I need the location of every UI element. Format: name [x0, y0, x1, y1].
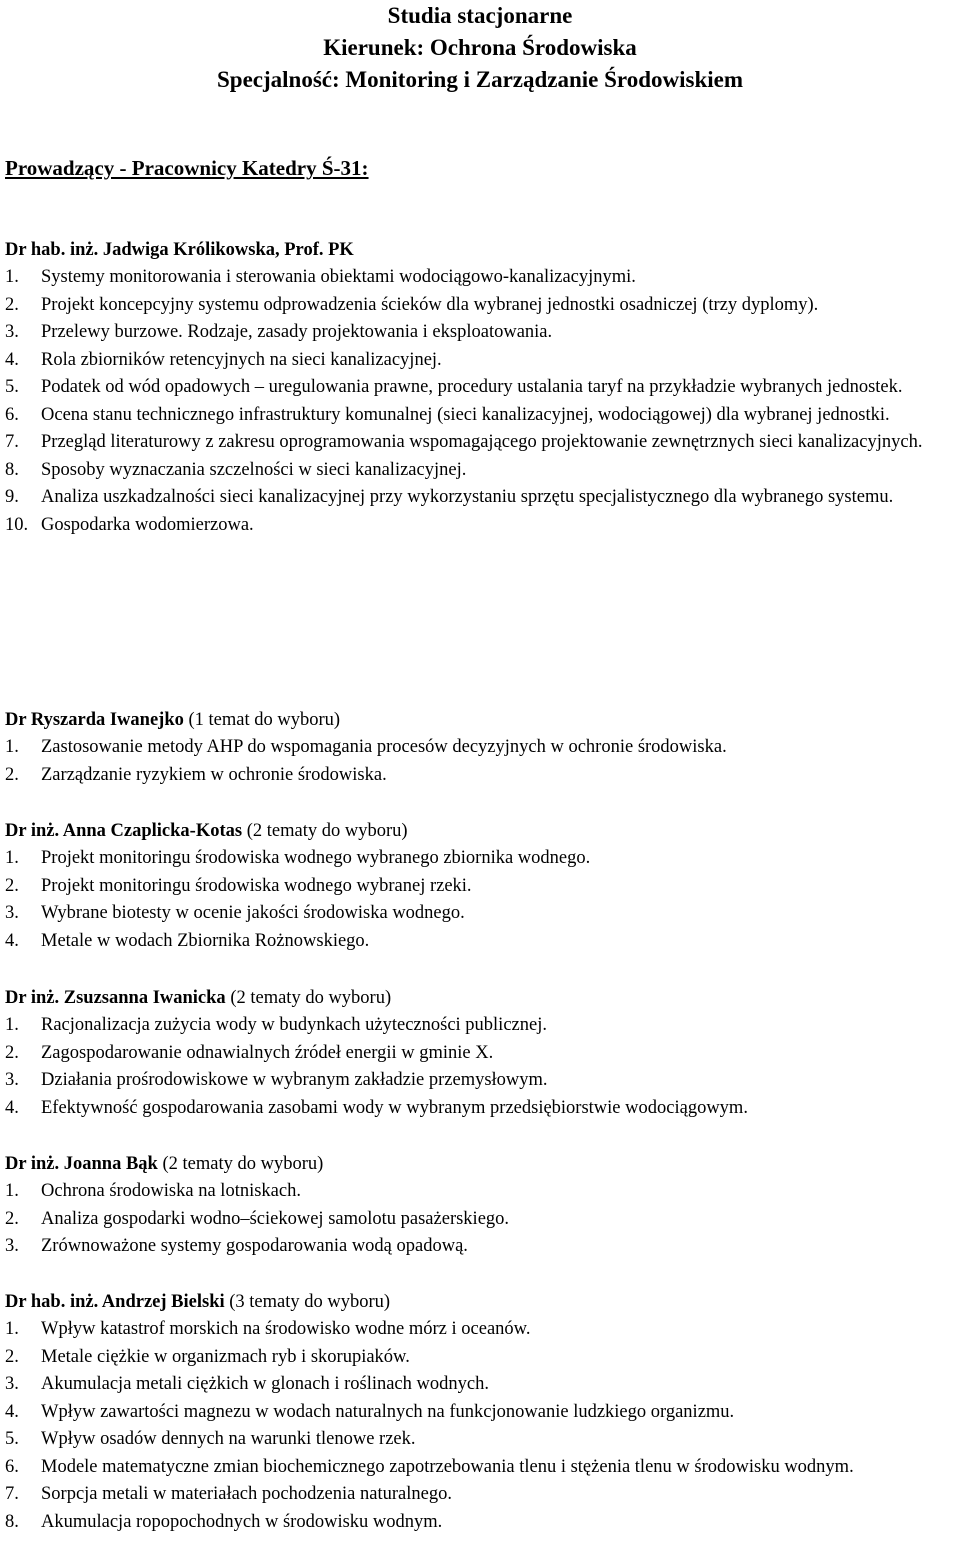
- topic-item: [5, 1454, 960, 1482]
- supervisor-name: [5, 1150, 960, 1178]
- topic-item: [5, 484, 960, 512]
- topic-number: 2.: [5, 764, 19, 785]
- topic-text: Sorpcja metali w materiałach pochodzenia naturalnego.: [41, 1484, 452, 1504]
- topic-number: 6.: [5, 1456, 19, 1477]
- topic-list: [5, 845, 960, 955]
- topic-item: [5, 1344, 960, 1372]
- topic-text: Projekt monitoringu środowiska wodnego wybranego zbiornika wodnego.: [41, 848, 591, 868]
- topic-item: [5, 734, 960, 762]
- topic-item: [5, 1316, 960, 1344]
- topic-number: 8.: [5, 459, 19, 480]
- topic-item: [5, 762, 960, 790]
- supervisor-name: [5, 236, 960, 264]
- topic-number: 1.: [5, 1319, 19, 1339]
- topic-item: [5, 1399, 960, 1427]
- topic-item: [5, 292, 960, 320]
- topic-item: [5, 1095, 960, 1123]
- topic-text: Projekt monitoringu środowiska wodnego wybranej rzeki.: [41, 875, 472, 896]
- topic-number: 3.: [5, 903, 19, 923]
- topic-text: Zrównoważone systemy gospodarowania wodą opadową.: [41, 1236, 468, 1256]
- topic-item: [5, 429, 960, 457]
- supervisor-name-bold: Dr inż. Zsuzsanna Iwanicka: [5, 988, 226, 1008]
- topic-text: Ochrona środowiska na lotniskach.: [41, 1181, 301, 1201]
- topic-item: [5, 1178, 960, 1206]
- topic-item: [5, 1371, 960, 1399]
- topic-number: 3.: [5, 322, 19, 342]
- topic-item: [5, 1233, 960, 1261]
- topic-item: [5, 457, 960, 485]
- topic-text: Przelewy burzowe. Rodzaje, zasady projektowania i eksploatowania.: [41, 322, 553, 342]
- topic-text: Akumulacja ropopochodnych w środowisku wodnym.: [41, 1511, 443, 1532]
- topic-text: Działania prośrodowiskowe w wybranym zakładzie przemysłowym.: [41, 1070, 548, 1090]
- topic-item: [5, 1481, 960, 1509]
- topic-number: 8.: [5, 1511, 19, 1532]
- topic-text: Metale w wodach Zbiornika Rożnowskiego.: [41, 930, 370, 951]
- supervisor-name: [5, 984, 960, 1012]
- topic-text: Analiza gospodarki wodno–ściekowej samolotu pasażerskiego.: [41, 1208, 510, 1229]
- supervisor-name: [5, 706, 960, 734]
- topic-text: Gospodarka wodomierzowa.: [41, 514, 254, 535]
- topic-number: 10.: [5, 514, 29, 535]
- supervisor-name: [5, 817, 960, 845]
- topic-number: 1.: [5, 737, 19, 757]
- topic-text: Rola zbiorników retencyjnych na sieci kanalizacyjnej.: [41, 349, 442, 370]
- topic-text: Wybrane biotesty w ocenie jakości środowiska wodnego.: [41, 903, 465, 923]
- topic-item: [5, 1509, 960, 1537]
- supervisor-name-bold: Dr inż. Anna Czaplicka-Kotas: [5, 821, 243, 841]
- topic-list: [5, 1012, 960, 1122]
- topic-number: 4.: [5, 930, 19, 951]
- topic-number: 7.: [5, 432, 19, 452]
- topic-item: [5, 512, 960, 540]
- specialization: Specjalność: Monitoring i Zarządzanie Środowiskiem: [216, 67, 743, 92]
- topic-number: 2.: [5, 1208, 19, 1229]
- supervisor-name-bold: Dr hab. inż. Jadwiga Królikowska, Prof. PK: [5, 240, 354, 260]
- topic-number: 5.: [5, 377, 19, 397]
- topic-item: [5, 402, 960, 430]
- topic-item: [5, 900, 960, 928]
- topic-text: Metale ciężkie w organizmach ryb i skorupiaków.: [41, 1346, 410, 1367]
- topic-item: [5, 1067, 960, 1095]
- topic-number: 5.: [5, 1429, 19, 1449]
- supervisors-heading: Prowadzący - Pracownicy Katedry Ś-31:: [5, 156, 369, 180]
- topic-item: [5, 1040, 960, 1068]
- topic-text: Zastosowanie metody AHP do wspomagania procesów decyzyjnych w ochronie środowiska.: [41, 737, 727, 757]
- topic-item: [5, 928, 960, 956]
- topic-text: Ocena stanu technicznego infrastruktury komunalnej (sieci kanalizacyjnej, wodociągowej) dla wybranej jednostki.: [41, 404, 890, 425]
- topic-number: 4.: [5, 1401, 19, 1422]
- topic-count-note: (2 tematy do wyboru): [225, 988, 392, 1008]
- supervisor-name-bold: Dr Ryszarda Iwanejko: [5, 710, 184, 730]
- topic-number: 7.: [5, 1484, 19, 1504]
- topic-list: [5, 264, 960, 539]
- topic-number: 4.: [5, 349, 19, 370]
- topic-count-note: (2 tematy do wyboru): [242, 821, 408, 841]
- topic-number: 3.: [5, 1374, 19, 1394]
- topic-number: 2.: [5, 294, 19, 315]
- supervisor-section: [5, 706, 960, 789]
- supervisor-section: [5, 1288, 960, 1536]
- topic-number: 6.: [5, 404, 19, 425]
- topic-text: Wpływ zawartości magnezu w wodach naturalnych na funkcjonowanie ludzkiego organizmu.: [41, 1401, 735, 1422]
- supervisor-section: [5, 817, 960, 955]
- topic-item: [5, 347, 960, 375]
- topic-number: 3.: [5, 1070, 19, 1090]
- topic-number: 9.: [5, 487, 19, 507]
- topic-list: [5, 734, 960, 789]
- topic-text: Projekt koncepcyjny systemu odprowadzenia ścieków dla wybranej jednostki osadniczej (trzy dyplomy).: [41, 294, 819, 315]
- topic-item: [5, 1206, 960, 1234]
- field-of-study: Kierunek: Ochrona Środowiska: [323, 35, 637, 60]
- topic-text: Analiza uszkadzalności sieci kanalizacyjnej przy wykorzystaniu sprzętu specjalistycznego dla wybranego systemu.: [41, 487, 894, 507]
- topic-text: Modele matematyczne zmian biochemicznego zapotrzebowania tlenu i stężenia tlenu w środowisku wodnym.: [41, 1456, 854, 1477]
- topic-item: [5, 374, 960, 402]
- supervisor-name-bold: Dr hab. inż. Andrzej Bielski: [5, 1292, 225, 1312]
- topic-item: [5, 319, 960, 347]
- supervisor-name-bold: Dr inż. Joanna Bąk: [5, 1154, 158, 1174]
- topic-number: 1.: [5, 1015, 19, 1035]
- topic-text: Zagospodarowanie odnawialnych źródeł energii w gminie X.: [41, 1042, 494, 1063]
- topic-item: [5, 845, 960, 873]
- topic-text: Sposoby wyznaczania szczelności w sieci kanalizacyjnej.: [41, 459, 467, 480]
- topic-number: 2.: [5, 1042, 19, 1063]
- topic-text: Systemy monitorowania i sterowania obiektami wodociągowo-kanalizacyjnymi.: [41, 267, 636, 287]
- topic-text: Podatek od wód opadowych – uregulowania prawne, procedury ustalania taryf na przykładzie wybranych jednostek.: [41, 377, 903, 397]
- topic-text: Racjonalizacja zużycia wody w budynkach użyteczności publicznej.: [41, 1015, 547, 1035]
- topic-text: Przegląd literaturowy z zakresu oprogramowania wspomagającego projektowanie zewnętrznych sieci kanalizacyjnych.: [41, 432, 923, 452]
- topic-text: Zarządzanie ryzykiem w ochronie środowiska.: [41, 764, 387, 785]
- supervisor-section: [5, 984, 960, 1122]
- topic-number: 2.: [5, 1346, 19, 1367]
- supervisor-name: [5, 1288, 960, 1316]
- topic-number: 1.: [5, 267, 19, 287]
- topic-number: 4.: [5, 1097, 19, 1118]
- topic-text: Wpływ katastrof morskich na środowisko wodne mórz i oceanów.: [41, 1319, 531, 1339]
- topic-count-note: (3 tematy do wyboru): [224, 1292, 391, 1312]
- topic-number: 3.: [5, 1236, 19, 1256]
- supervisor-section: [5, 1150, 960, 1261]
- topic-text: Wpływ osadów dennych na warunki tlenowe rzek.: [41, 1429, 416, 1449]
- topic-text: Akumulacja metali ciężkich w glonach i roślinach wodnych.: [41, 1374, 489, 1394]
- topic-count-note: (2 tematy do wyboru): [157, 1154, 324, 1174]
- supervisor-section: [5, 236, 960, 539]
- topic-item: [5, 1426, 960, 1454]
- study-mode: Studia stacjonarne: [387, 3, 573, 28]
- topic-item: [5, 873, 960, 901]
- topic-list: [5, 1316, 960, 1536]
- topic-list: [5, 1178, 960, 1261]
- topic-number: 2.: [5, 875, 19, 896]
- topic-number: 1.: [5, 1181, 19, 1201]
- topic-number: 1.: [5, 848, 19, 868]
- topic-text: Efektywność gospodarowania zasobami wody w wybranym przedsiębiorstwie wodociągowym.: [41, 1097, 748, 1118]
- topic-item: [5, 1012, 960, 1040]
- document-header: [0, 0, 960, 96]
- topic-item: [5, 264, 960, 292]
- topic-count-note: (1 temat do wyboru): [183, 710, 341, 730]
